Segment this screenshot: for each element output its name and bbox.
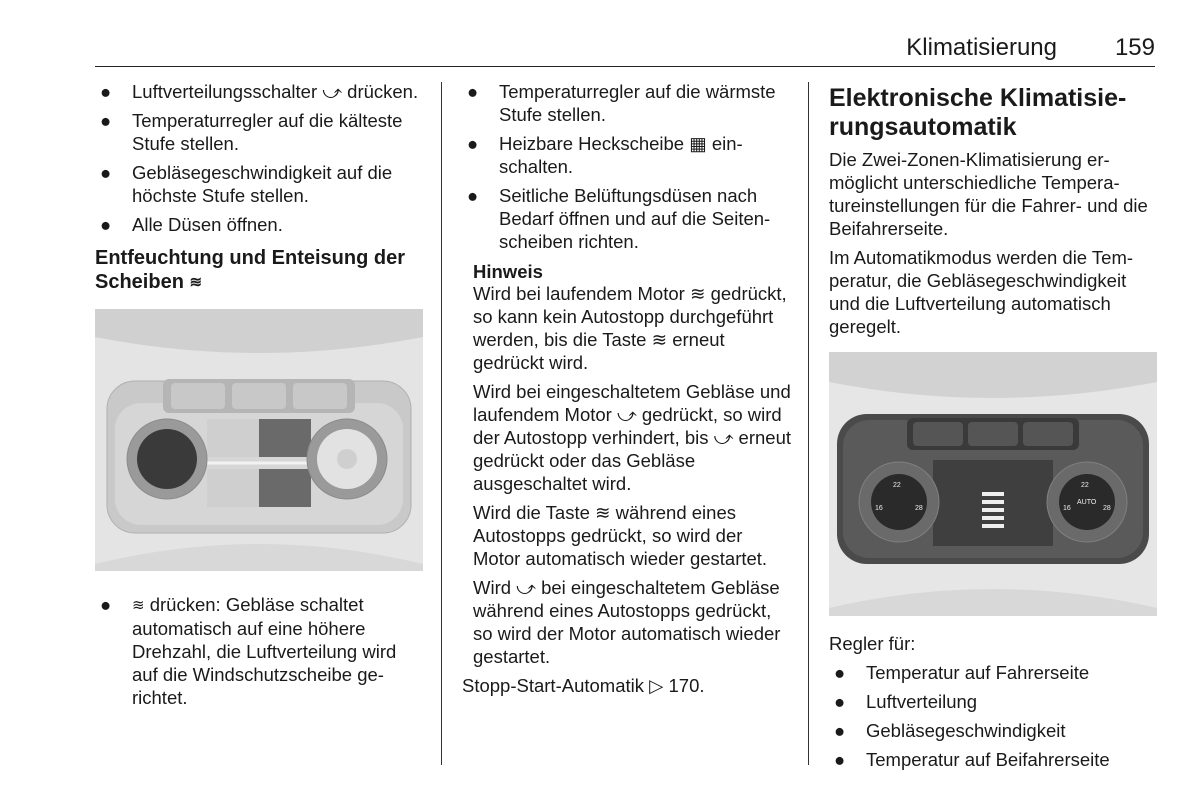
left-dial-label: 28 xyxy=(915,505,923,512)
left-dial-label: 16 xyxy=(875,505,883,512)
list-item: ● Heizbare Heckscheibe ▦ einschalten. xyxy=(467,133,743,177)
defrost-icon: ≋ xyxy=(132,597,145,614)
controls-intro: Regler für: xyxy=(829,633,916,654)
page-number: 159 xyxy=(1114,34,1155,61)
list-item: ● Temperatur auf Beifahrerseite xyxy=(834,749,1110,770)
column-2 xyxy=(462,80,792,703)
right-dial-label: 22 xyxy=(1081,482,1089,489)
auto-climate-panel-image xyxy=(829,352,1157,616)
bullet-list xyxy=(95,593,425,709)
note-paragraph: Wird bei laufendem Motor ≋ gedrückt, so kann kein Autostopp durchgeführt werden, bis die Taste ≋ erneut gedrückt wird. xyxy=(473,283,787,373)
column-3 xyxy=(829,80,1159,777)
list-item: ● Temperatur auf Fahrerseite xyxy=(834,662,1090,683)
body-paragraph: Im Automatikmodus werden die Temperatur, die Gebläsegeschwindigkeit und die Luftverteilung automatisch geregelt. xyxy=(829,247,1134,337)
note-paragraph: Wird bei eingeschaltetem Gebläse und laufendem Motor ⤻ gedrückt, so wird der Autostopp verhindert, bis ⤻ erneut gedrückt oder das Gebläse ausgeschaltet wird. xyxy=(473,381,792,494)
climate-panel-illustration xyxy=(95,309,423,571)
defrost-icon: ≋ xyxy=(189,274,203,291)
controls-list xyxy=(829,661,1159,771)
right-dial-label: 28 xyxy=(1103,505,1111,512)
note-paragraph: Wird ⤻ bei eingeschaltetem Gebläse während eines Autostopps gedrückt, so wird der Motor automatisch wieder gestartet. xyxy=(473,577,781,667)
list-item: ● Temperaturregler auf die wärmste Stufe stellen. xyxy=(467,81,776,125)
body-paragraph: Die Zwei-Zonen-Klimatisierung ermöglicht unterschiedliche Temperatureinstellungen für die Fahrer- und die Beifahrerseite. xyxy=(829,149,1148,239)
climate-panel-image xyxy=(95,309,423,571)
chapter-title: Klimatisierung xyxy=(906,34,1057,61)
list-item: ● Gebläsegeschwindigkeit xyxy=(834,720,1066,741)
bullet-list xyxy=(462,80,792,253)
column-divider xyxy=(808,82,809,765)
list-item: ● Alle Düsen öffnen. xyxy=(100,214,283,235)
list-item: ● Luftverteilungsschalter ⤻ drücken. xyxy=(100,81,419,102)
right-dial-label: 16 xyxy=(1063,505,1071,512)
note-title: Hinweis xyxy=(473,261,543,282)
column-1 xyxy=(95,80,425,715)
list-item: ● Seitliche Belüftungsdüsen nach Bedarf öffnen und auf die Seitenscheiben richten. xyxy=(467,185,771,252)
auto-label: AUTO xyxy=(1077,499,1097,506)
section-heading: Elektronische Klimatisierungsautomatik xyxy=(829,84,1127,141)
section-heading: Entfeuchtung und Enteisung der Scheiben ≋ xyxy=(95,247,405,293)
left-dial-label: 22 xyxy=(893,482,901,489)
page-header xyxy=(95,30,1155,67)
note-paragraph: Wird die Taste ≋ während eines Autostopps gedrückt, so wird der Motor automatisch wieder gestartet. xyxy=(473,502,768,569)
bullet-list xyxy=(95,80,425,236)
column-divider xyxy=(441,82,442,765)
list-item: ● Gebläsegeschwindigkeit auf die höchste Stufe stellen. xyxy=(100,162,393,206)
note-block xyxy=(462,261,792,668)
cross-reference[interactable]: Stopp-Start-Automatik ▷ 170. xyxy=(462,675,705,696)
list-item: ● ≋ drücken: Gebläse schaltet automatisch auf eine höhere Drehzahl, die Luftverteilung wird auf die Windschutzscheibe gerichtet. xyxy=(100,594,397,708)
list-item: ● Luftverteilung xyxy=(834,691,978,712)
auto-climate-panel-illustration xyxy=(829,352,1157,616)
list-item: ● Temperaturregler auf die kälteste Stufe stellen. xyxy=(100,110,403,154)
